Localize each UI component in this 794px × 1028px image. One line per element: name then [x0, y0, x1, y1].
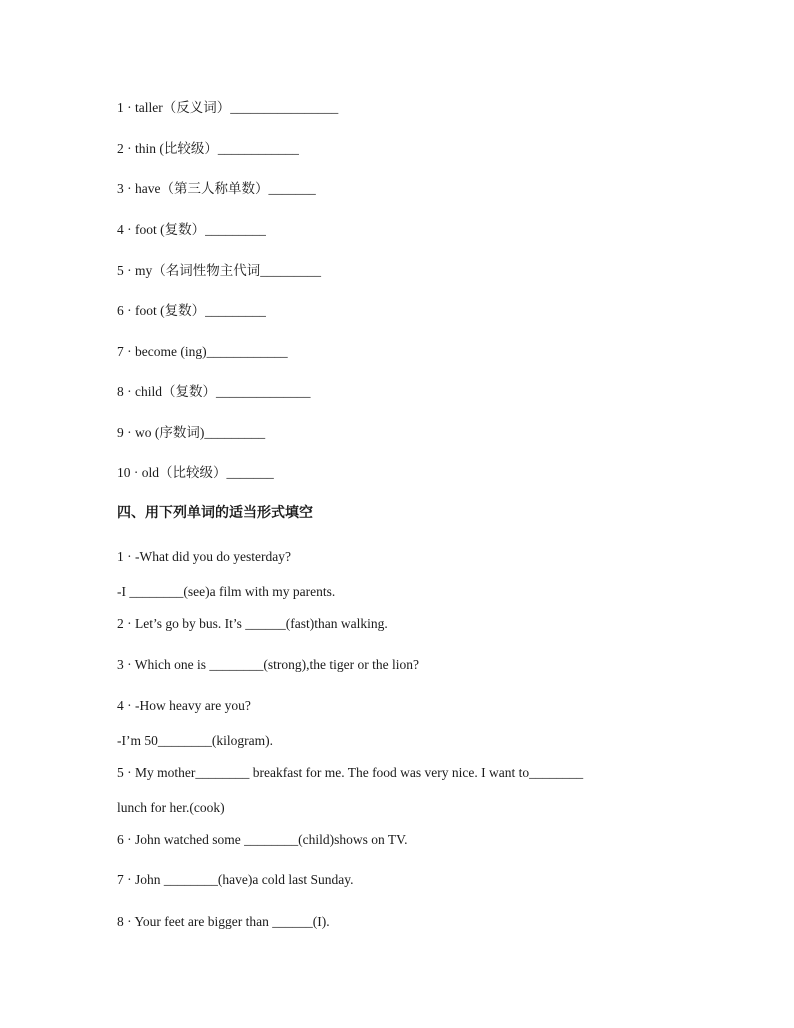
word-item-9 — [117, 422, 265, 444]
exercise-line: 6 · John watched some ________(child)shows on TV. — [117, 832, 408, 847]
word-item-1 — [117, 97, 338, 119]
item-text: · taller（反义词）________________ — [123, 100, 339, 115]
exercise-line: lunch for her.(cook) — [117, 800, 225, 815]
item-text: · old（比较级）_______ — [130, 465, 274, 480]
exercise-line: 7 · John ________(have)a cold last Sunday. — [117, 872, 354, 887]
item-number: 1 — [117, 100, 124, 115]
word-item-7 — [117, 341, 288, 363]
item-text: · foot (复数）_________ — [123, 222, 266, 237]
word-item-4 — [117, 219, 266, 241]
exercise-line: 4 · -How heavy are you? — [117, 698, 251, 713]
word-item-2 — [117, 138, 299, 160]
item-number: 6 — [117, 303, 124, 318]
item-text: · foot (复数）_________ — [123, 303, 266, 318]
item-text: · my（名词性物主代词_________ — [123, 263, 321, 278]
item-text: · have（第三人称单数）_______ — [123, 181, 316, 196]
item-number: 10 — [117, 465, 131, 480]
item-number: 4 — [117, 222, 124, 237]
item-text: · child（复数）______________ — [123, 384, 311, 399]
exercise-line: -I ________(see)a film with my parents. — [117, 584, 336, 599]
item-number: 7 — [117, 344, 124, 359]
word-item-10 — [117, 462, 274, 484]
section-heading: 四、用下列单词的适当形式填空 — [117, 505, 313, 521]
item-text: · thin (比较级）____________ — [123, 141, 299, 156]
word-item-5 — [117, 260, 321, 282]
item-number: 8 — [117, 384, 124, 399]
item-number: 5 — [117, 263, 124, 278]
exercise-line: -I’m 50________(kilogram). — [117, 733, 273, 748]
word-item-8 — [117, 381, 311, 403]
item-number: 2 — [117, 141, 124, 156]
item-text: · wo (序数词)_________ — [123, 425, 266, 440]
word-item-3 — [117, 178, 316, 200]
exercise-line: 5 · My mother________ breakfast for me. The food was very nice. I want to________ — [117, 765, 584, 780]
exercise-line: 2 · Let’s go by bus. It’s ______(fast)than walking. — [117, 616, 388, 631]
exercise-line: 1 · -What did you do yesterday? — [117, 549, 291, 564]
word-item-6 — [117, 300, 266, 322]
item-number: 9 — [117, 425, 124, 440]
item-text: · become (ing)____________ — [123, 344, 288, 359]
exercise-line: 8 · Your feet are bigger than ______(I). — [117, 914, 330, 929]
exercise-line: 3 · Which one is ________(strong),the tiger or the lion? — [117, 657, 419, 672]
item-number: 3 — [117, 181, 124, 196]
